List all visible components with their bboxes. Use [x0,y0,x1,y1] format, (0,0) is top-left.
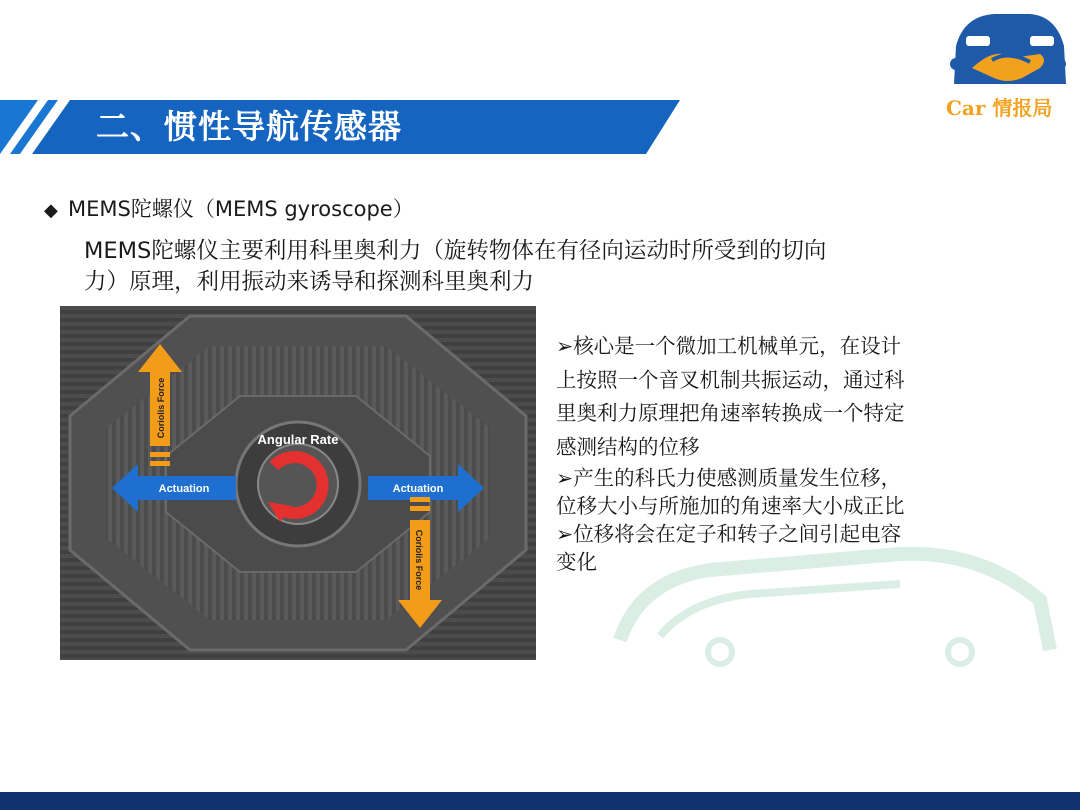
point-text: 位移将会在定子和转子之间引起电容 [573,522,902,546]
point-text: 变化 [556,550,597,574]
point-text: 感测结构的位移 [556,434,700,459]
heading-text: MEMS陀螺仪（MEMS gyroscope） [68,197,414,221]
key-points-list [556,330,976,576]
mems-gyroscope-diagram [60,306,536,660]
point-2 [556,464,976,520]
angular-rate-label: Angular Rate [257,432,339,447]
diamond-bullet-icon: ◆ [44,200,58,221]
intro-line-2: 力）原理，利用振动来诱导和探测科里奥利力 [84,269,535,295]
point-text: 位移大小与所施加的角速率大小成正比 [556,494,905,518]
logo-text: Car 情报局 [946,96,1053,120]
coriolis-force-top-label: Coriolis Force [156,377,166,439]
actuation-left-label: Actuation [158,483,210,495]
arrow-bullet-icon: ➢ [556,466,574,490]
intro-line-1: MEMS陀螺仪主要利用科里奥利力（旋转物体在有径向运动时所受到的切向 [84,238,827,264]
arrow-bullet-icon: ➢ [556,522,574,546]
page-title: 二、惯性导航传感器 [96,107,402,146]
point-text: 核心是一个微加工机械单元，在设计 [573,334,902,358]
arrow-bullet-icon: ➢ [556,334,574,358]
section-heading [44,194,414,226]
actuation-right-label: Actuation [392,483,444,495]
point-text: 上按照一个音叉机制共振运动，通过科 [556,367,905,392]
point-3 [556,520,976,576]
coriolis-force-bottom-label: Coriolis Force [414,529,424,591]
point-text: 产生的科氏力使感测质量发生位移， [573,466,902,490]
footer-bar [0,792,1080,810]
intro-paragraph [84,236,984,298]
point-text: 里奥利力原理把角速率转换成一个特定 [556,401,905,425]
point-1 [556,330,976,464]
